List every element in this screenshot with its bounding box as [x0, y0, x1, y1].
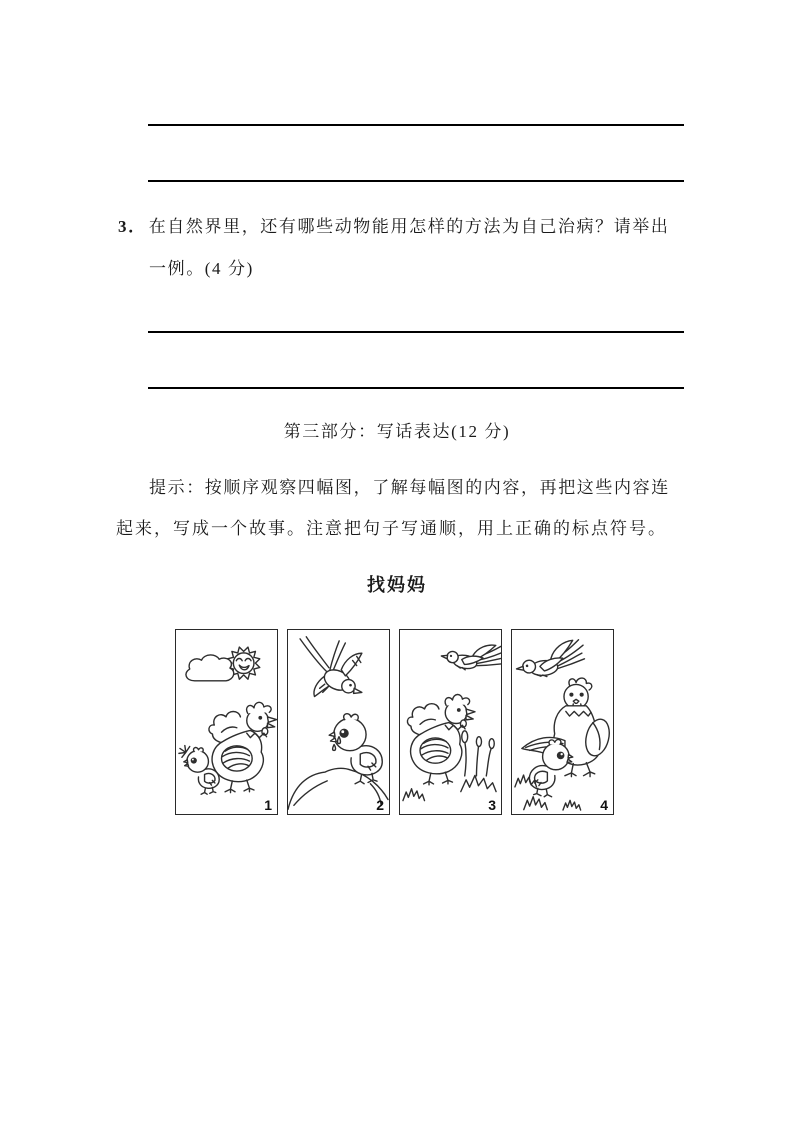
flower-buds-icon [462, 731, 494, 776]
swallow-icon [440, 636, 501, 675]
comic-strip [175, 629, 614, 815]
question-3-line-1 [118, 217, 670, 237]
chick-icon [329, 714, 382, 784]
panel-number: 4 [600, 797, 608, 813]
answer-blank-line [148, 180, 684, 182]
story-title: 找妈妈 [367, 575, 427, 595]
comic-panel-4 [511, 629, 614, 815]
question-3-number: 3． [118, 217, 147, 236]
grass-icon [403, 775, 496, 800]
answer-blank-line [148, 124, 684, 126]
question-3-text: 在自然界里，还有哪些动物能用怎样的方法为自己治病？请举出 [148, 217, 670, 236]
panel-4-illustration [512, 630, 613, 814]
panel-number: 2 [376, 797, 384, 813]
comic-panel-3 [399, 629, 502, 815]
panel-3-illustration [400, 630, 501, 814]
comic-panel-1 [175, 629, 278, 815]
cloud-icon [186, 655, 234, 681]
panel-2-illustration [288, 630, 389, 814]
question-3-line-2: 一例。(4 分) [149, 259, 254, 278]
comic-panel-2 [287, 629, 390, 815]
answer-blank-line [148, 331, 684, 333]
panel-1-illustration [176, 630, 277, 814]
section-3-heading: 第三部分：写话表达(12 分) [283, 422, 511, 441]
answer-blank-line [148, 387, 684, 389]
panel-number: 3 [488, 797, 496, 813]
swallow-icon [300, 637, 362, 697]
swallow-icon [514, 639, 586, 679]
writing-hint-line-1: 提示：按顺序观察四幅图，了解每幅图的内容，再把这些内容连 [149, 478, 670, 497]
panel-number: 1 [264, 797, 272, 813]
writing-hint-line-2: 起来，写成一个故事。注意把句子写通顺，用上正确的标点符号。 [116, 519, 667, 538]
